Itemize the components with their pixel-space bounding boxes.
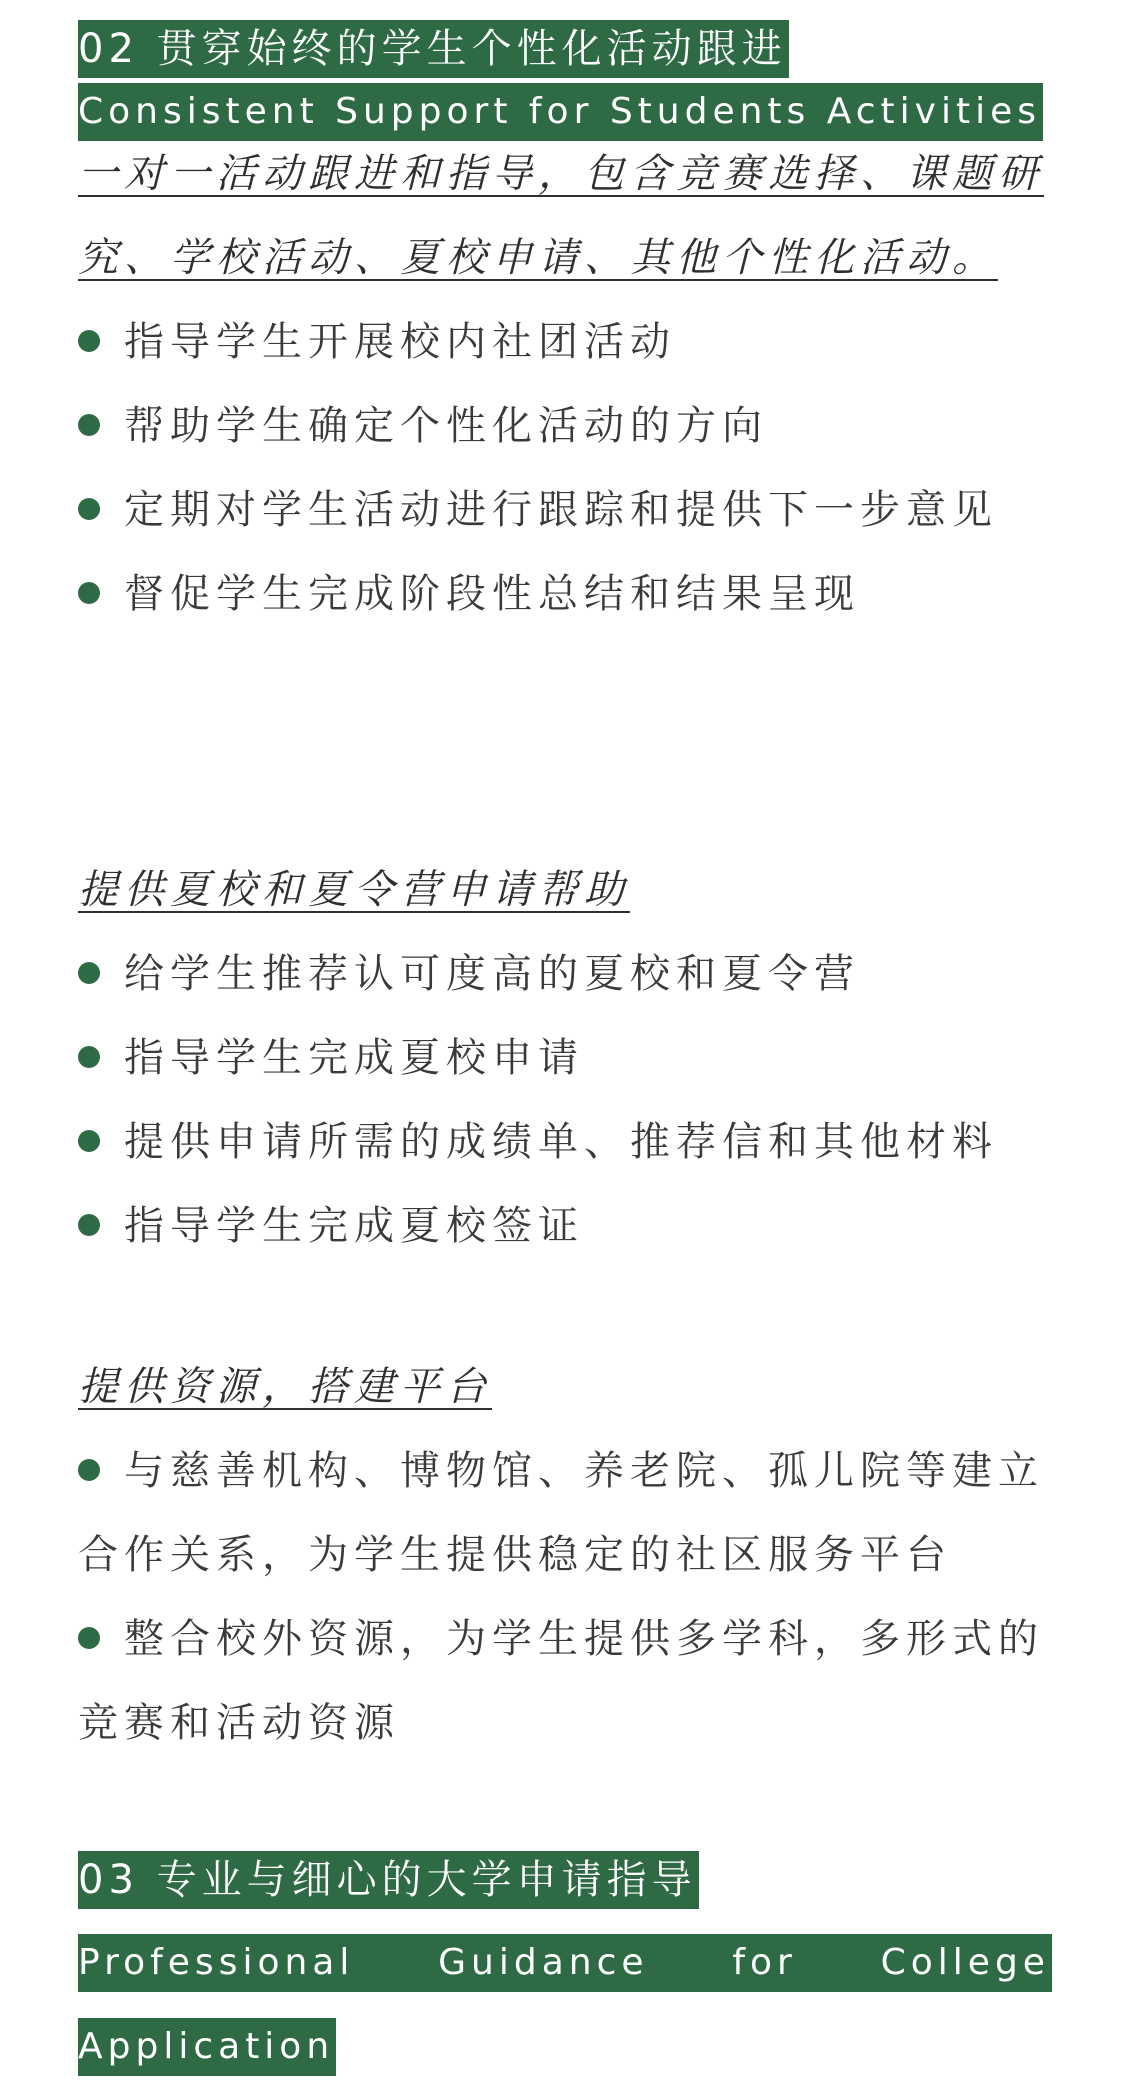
section-03-heading-en-line1: Professional Guidance for College <box>78 1934 1052 1992</box>
section-03-heading-en-row <box>78 1934 1052 1996</box>
resources-block <box>78 1345 1050 1765</box>
bullet-icon <box>78 1046 100 1068</box>
list-item: 指导学生完成夏校签证 <box>78 1184 1050 1268</box>
bullet-icon <box>78 1627 100 1649</box>
list-item: 整合校外资源，为学生提供多学科，多形式的竞赛和活动资源 <box>78 1616 1044 1746</box>
list-item: 指导学生完成夏校申请 <box>78 1016 1050 1100</box>
summer-school-block <box>78 848 1050 1268</box>
section-02-heading-cn: 02 贯穿始终的学生个性化活动跟进 <box>78 20 789 78</box>
bullet-icon <box>78 414 100 436</box>
section-03-heading-row <box>78 1851 699 1913</box>
list-item: 与慈善机构、博物馆、养老院、孤儿院等建立合作关系，为学生提供稳定的社区服务平台 <box>78 1448 1044 1578</box>
bullet-icon <box>78 962 100 984</box>
section-03-heading-en-row-2 <box>78 2018 336 2080</box>
section-02-heading-row <box>78 20 789 82</box>
bullet-icon <box>78 1130 100 1152</box>
bullet-icon <box>78 582 100 604</box>
section-03-heading-en-line2: Application <box>78 2018 336 2076</box>
bullet-icon <box>78 1214 100 1236</box>
summer-school-subtitle: 提供夏校和夏令营申请帮助 <box>78 867 630 913</box>
list-item: 督促学生完成阶段性总结和结果呈现 <box>78 552 1050 636</box>
list-item: 给学生推荐认可度高的夏校和夏令营 <box>78 932 1050 1016</box>
bullet-icon <box>78 330 100 352</box>
list-item: 定期对学生活动进行跟踪和提供下一步意见 <box>78 468 1050 552</box>
resources-subtitle: 提供资源，搭建平台 <box>78 1364 492 1410</box>
list-item: 帮助学生确定个性化活动的方向 <box>78 384 1050 468</box>
bullet-icon <box>78 1459 100 1481</box>
activities-block <box>78 132 1050 636</box>
activities-subtitle: 一对一活动跟进和指导，包含竞赛选择、课题研究、学校活动、夏校申请、其他个性化活动。 <box>78 151 1044 281</box>
section-03-heading-cn: 03 专业与细心的大学申请指导 <box>78 1851 699 1909</box>
section-02-heading-en: Consistent Support for Students Activities <box>78 83 1043 141</box>
list-item: 提供申请所需的成绩单、推荐信和其他材料 <box>78 1100 1050 1184</box>
bullet-icon <box>78 498 100 520</box>
list-item: 指导学生开展校内社团活动 <box>78 300 1050 384</box>
